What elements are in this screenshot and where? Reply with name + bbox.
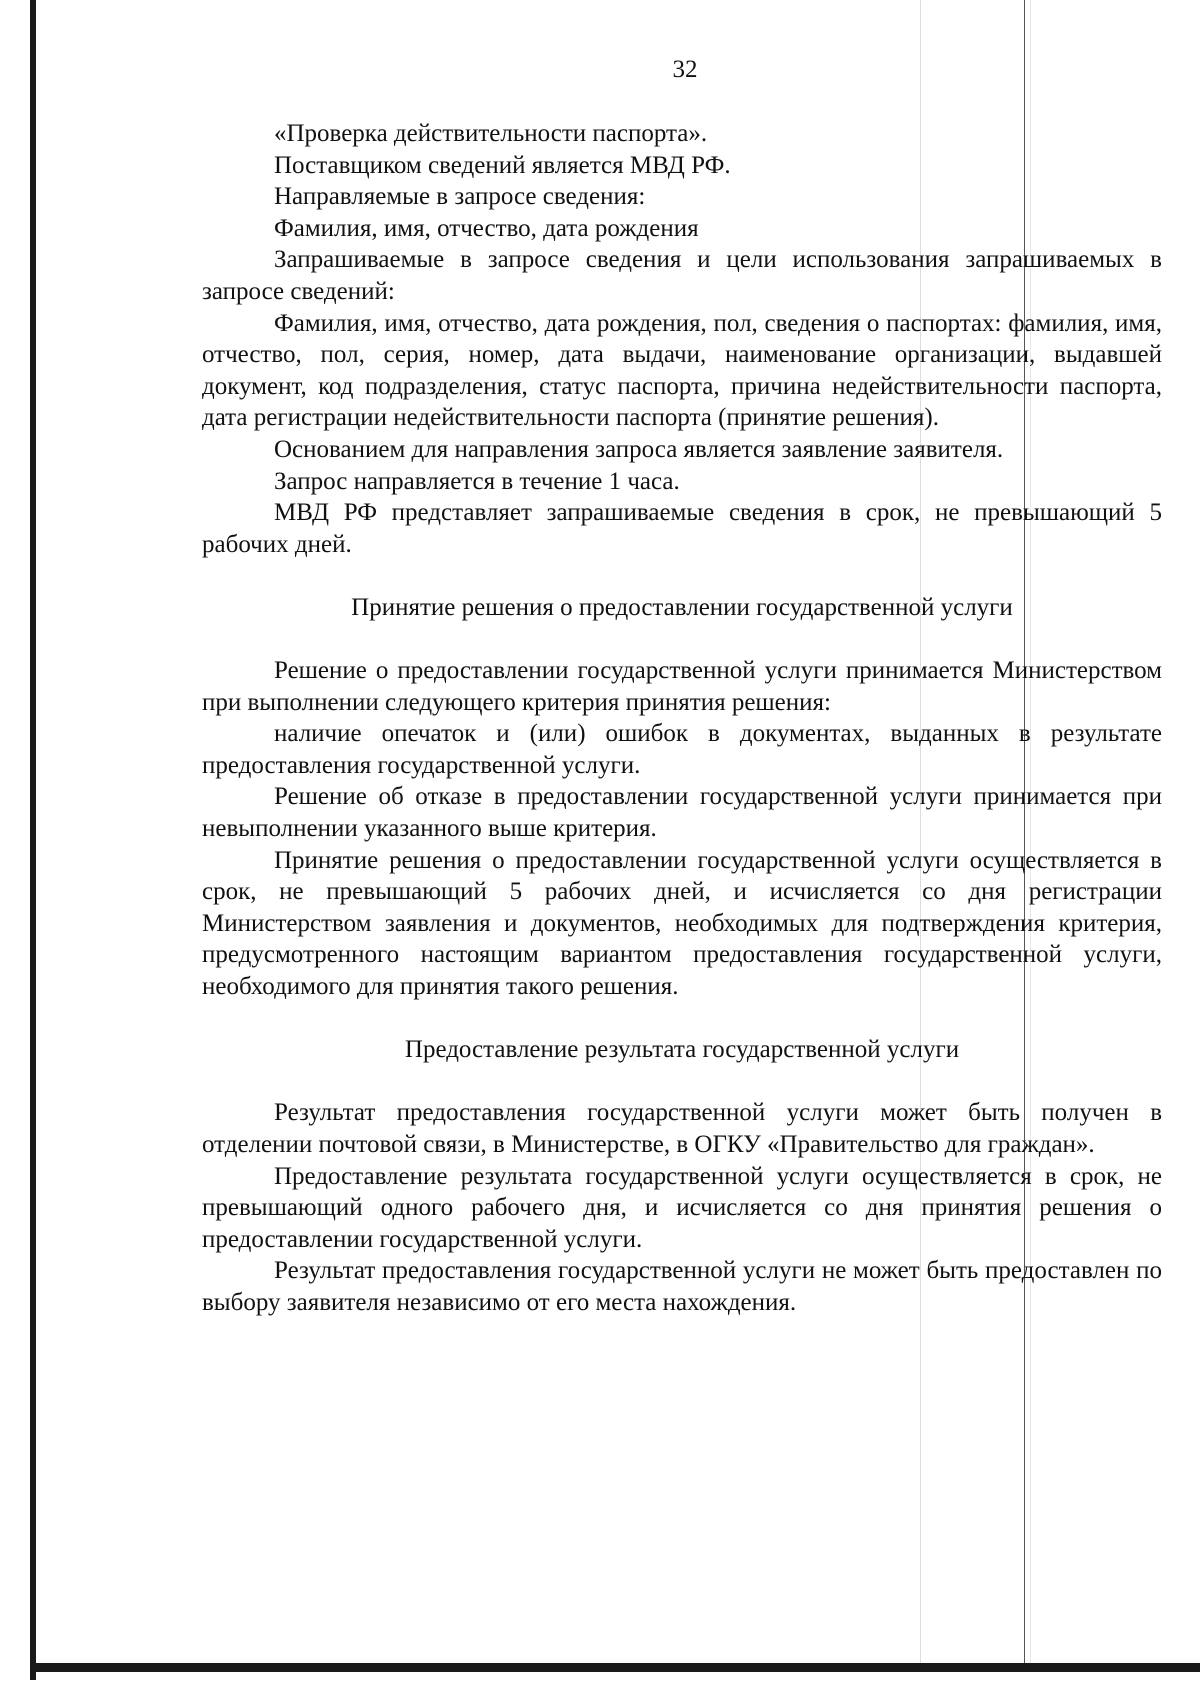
- paragraph: МВД РФ представляет запрашиваемые сведения в срок, не превышающий 5 рабочих дней.: [202, 499, 1162, 558]
- paragraph: Фамилия, имя, отчество, дата рождения, пол, сведения о паспортах: фамилия, имя, отчество, пол, серия, номер, дата выдачи, наименование организации, выдавшей документ, код подразделения, статус паспорта, причина недействительности паспорта, дата регистрации недействительности паспорта (принятие решения).: [202, 309, 1162, 432]
- section-heading: Принятие решения о предоставлении государственной услуги: [351, 593, 1013, 621]
- document-body: [202, 118, 1162, 1319]
- paragraph: Результат предоставления государственной услуги не может быть предоставлен по выбору заявителя независимо от его места нахождения.: [202, 1257, 1162, 1316]
- paragraph: «Проверка действительности паспорта».: [274, 120, 708, 147]
- paragraph: Направляемые в запросе сведения:: [274, 183, 646, 211]
- paragraph: Запрос направляется в течение 1 часа.: [274, 467, 680, 495]
- scan-border-bottom: [30, 1663, 1200, 1672]
- scan-border-left: [30, 0, 36, 1680]
- paragraph: Запрашиваемые в запросе сведения и цели использования запрашиваемых в запросе сведений:: [202, 246, 1162, 305]
- paragraph: Поставщиком сведений является МВД РФ.: [274, 151, 731, 179]
- paragraph: наличие опечаток и (или) ошибок в документах, выданных в результате предоставления государственной услуги.: [202, 720, 1162, 779]
- paragraph: Основанием для направления запроса является заявление заявителя.: [274, 435, 1004, 463]
- paragraph: Решение о предоставлении государственной услуги принимается Министерством при выполнении следующего критерия принятия решения:: [202, 657, 1162, 716]
- paragraph: Предоставление результата государственной услуги осуществляется в срок, не превышающий одного рабочего дня, и исчисляется со дня принятия решения о предоставлении государственной услуги.: [202, 1162, 1162, 1253]
- paragraph: Результат предоставления государственной услуги может быть получен в отделении почтовой связи, в Министерстве, в ОГКУ «Правительство для граждан».: [202, 1099, 1162, 1158]
- paragraph: Решение об отказе в предоставлении государственной услуги принимается при невыполнении указанного выше критерия.: [202, 783, 1162, 843]
- paragraph: Фамилия, имя, отчество, дата рождения: [274, 214, 699, 242]
- section-heading: Предоставление результата государственной услуги: [404, 1036, 960, 1064]
- page-number: 32: [672, 56, 698, 83]
- paragraph: Принятие решения о предоставлении государственной услуги осуществляется в срок, не превышающий 5 рабочих дней, и исчисляется со дня регистрации Министерством заявления и документов, необходимых для подтверждения критерия, предусмотренного настоящим вариантом предоставления государственной услуги, необходимого для принятия такого решения.: [202, 846, 1162, 1001]
